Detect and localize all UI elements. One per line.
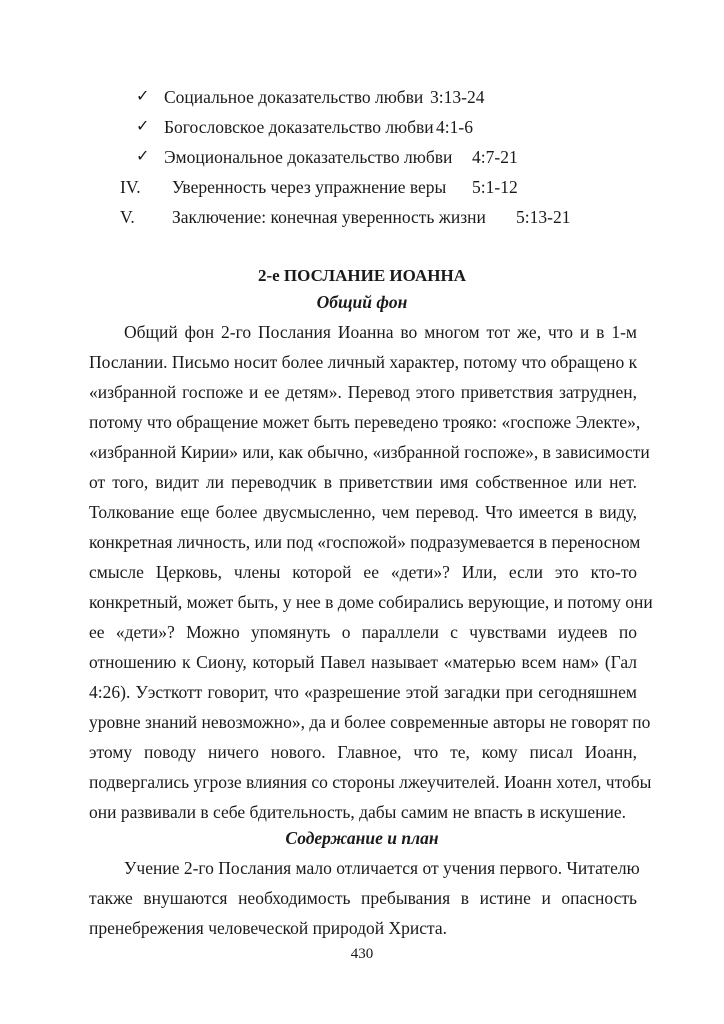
- text-line: они развивали в себе бдительность, дабы самим не впасть в искушение.: [89, 802, 627, 822]
- text-line: подвергались угрозе влияния со стороны лжеучителей. Иоанн хотел, чтобы: [89, 772, 652, 792]
- text-line: отношению к Сиону, который Павел называет «матерью всем нам» (Гал: [89, 652, 637, 672]
- text-line: Послании. Письмо носит более личный характер, потому что обращено к: [89, 352, 638, 372]
- outline-item-ref: 3:13-24: [430, 87, 485, 107]
- text-line: этому поводу ничего нового. Главное, что те, кому писал Иоанн,: [89, 742, 637, 762]
- text-line: Общий фон 2-го Послания Иоанна во многом тот же, что и в 1-м: [124, 322, 637, 342]
- text-line: «избранной госпоже и ее детям». Перевод этого приветствия затруднен,: [89, 382, 637, 402]
- checkmark-icon: ✓: [136, 88, 150, 105]
- outline-item-text: Уверенность через упражнение веры: [172, 177, 447, 197]
- text-line: конкретный, может быть, у нее в доме собирались верующие, и потому они: [89, 592, 653, 612]
- outline-item-text: Заключение: конечная уверенность жизни: [172, 207, 486, 227]
- roman-numeral: IV.: [120, 177, 141, 197]
- text-line: уровне знаний невозможно», да и более современные авторы не говорят по: [89, 712, 651, 732]
- text-line: пренебрежения человеческой природой Христа.: [89, 918, 448, 938]
- text-line: Толкование еще более двусмысленно, чем перевод. Что имеется в виду,: [89, 502, 637, 522]
- text-line: смысле Церковь, члены которой ее «дети»? Или, если это кто-то: [89, 562, 637, 582]
- roman-numeral: V.: [120, 207, 135, 227]
- page-number: 430: [350, 946, 374, 962]
- outline-item-text: Социальное доказательство любви: [164, 87, 424, 107]
- outline-item-text: Богословское доказательство любви: [164, 117, 434, 137]
- text-line: 4:26). Уэсткотт говорит, что «разрешение этой загадки при сегодняшнем: [89, 682, 637, 702]
- outline-item-ref: 5:1-12: [472, 177, 518, 197]
- checkmark-icon: ✓: [136, 118, 150, 135]
- checkmark-icon: ✓: [136, 148, 150, 165]
- text-line: ее «дети»? Можно упомянуть о параллели с чувствами иудеев по: [89, 622, 637, 642]
- outline-item-ref: 4:7-21: [472, 147, 518, 167]
- subsection-title-contents: Содержание и план: [285, 828, 439, 848]
- outline-item-text: Эмоциональное доказательство любви: [164, 147, 453, 167]
- text-line: от того, видит ли переводчик в приветствии имя собственное или нет.: [89, 472, 637, 492]
- text-line: «избранной Кирии» или, как обычно, «избранной госпоже», в зависимости: [89, 442, 650, 462]
- text-line: потому что обращение может быть переведено трояко: «госпоже Электе»,: [89, 412, 641, 432]
- text-line: конкретная личность, или под «госпожой» подразумевается в переносном: [89, 532, 641, 552]
- section-title: 2-е ПОСЛАНИЕ ИОАННА: [257, 266, 467, 285]
- outline-item-ref: 5:13-21: [516, 207, 571, 227]
- outline-item-ref: 4:1-6: [436, 117, 473, 137]
- text-line: также внушаются необходимость пребывания в истине и опасность: [89, 888, 637, 908]
- text-line: Учение 2-го Послания мало отличается от учения первого. Читателю: [124, 858, 640, 878]
- subsection-title-background: Общий фон: [316, 292, 408, 312]
